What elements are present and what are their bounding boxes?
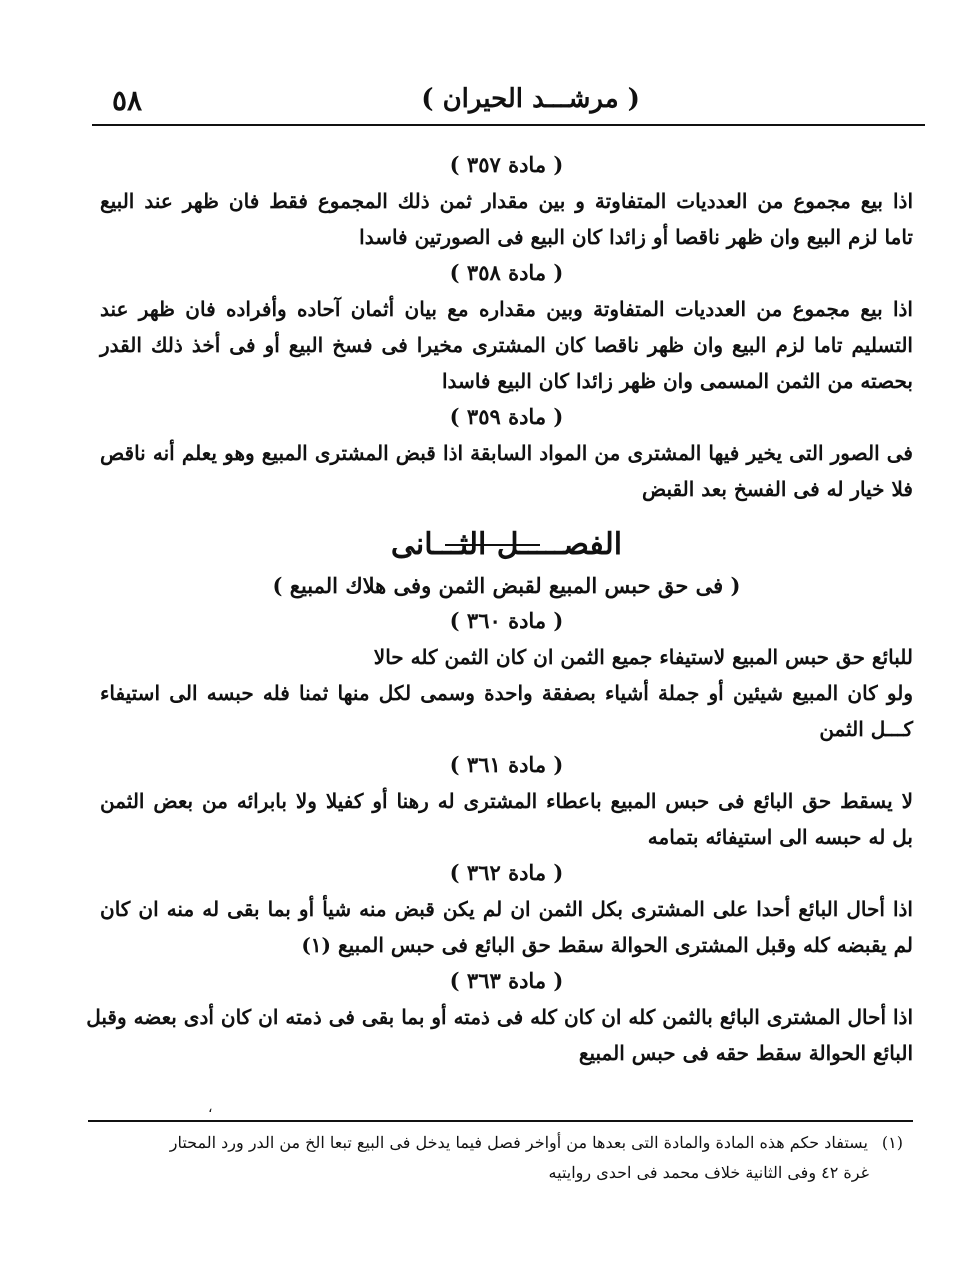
stray-mark: ،: [208, 1100, 213, 1116]
footnote-text: غرة ٤٢ وفى الثانية خلاف محمد فى احدى روايتيه: [548, 1163, 869, 1182]
chapter-title: الفصـــــل الثـــانى: [390, 527, 623, 562]
chapter-rule: [445, 544, 540, 546]
article-title: ( مادة ٣٥٩ ): [449, 404, 564, 429]
article-title: ( مادة ٣٦١ ): [449, 752, 564, 777]
text-line: ولو كان المبيع شيئين أو جملة أشياء بصفقة واحدة وسمى لكل منها ثمنا فله حبسه الى استيفاء: [100, 681, 913, 705]
page-header: [92, 78, 905, 122]
article-title: ( مادة ٣٦٢ ): [449, 860, 564, 885]
page-body: [86, 147, 914, 1071]
text-line: اذا أحال البائع أحدا على المشترى بكل الثمن ان لم يكن قبض منه شيأ أو بما بقى له منه ان كان: [100, 897, 913, 921]
text-line: اذا أحال المشترى البائع بالثمن كله ان كان كله فى ذمته أو بما بقى فى ذمته ان كان أدى بعضه وقبل: [86, 1005, 913, 1029]
article-title: ( مادة ٣٦٣ ): [449, 968, 564, 993]
text-line: تاما لزم البيع وان ظهر ناقصا أو زائدا كان البيع فى الصورتين فاسدا: [359, 225, 913, 249]
text-line: كـــل الثمن: [819, 717, 913, 741]
text-line: التسليم تاما لزم البيع وان ظهر ناقصا كان المشترى مخيرا فى فسخ البيع أو فى أخذ ذلك القدر: [100, 333, 913, 357]
article-357: [100, 149, 913, 255]
text-line: للبائع حق حبس المبيع لاستيفاء جميع الثمن ان كان الثمن كله حالا: [373, 645, 913, 669]
footnote-text: يستفاد حكم هذه المادة والمادة التى بعدها من أواخر فصل فيما يدخل فى البيع تبعا الخ من الدر ورد المحتار: [169, 1133, 868, 1152]
text-line: لم يقبضه كله وقبل المشترى الحوالة سقط حق البائع فى حبس المبيع (١): [301, 933, 913, 957]
article-360: [100, 605, 913, 747]
text-line: اذا بيع مجموع من العدديات المتفاوتة وبين مقداره مع بيان أثمان آحاده وأفراده فان ظهر عند: [100, 297, 913, 321]
header-rule: [92, 124, 925, 126]
page-number: ٥٨: [112, 84, 143, 117]
footnote-line: [100, 1158, 903, 1188]
text-line: فى الصور التى يخير فيها المشترى من المواد السابقة اذا قبض المشترى المبيع وهو يعلم أنه ناقص: [100, 441, 913, 465]
article-362: [100, 857, 913, 963]
article-361: [100, 749, 913, 855]
article-358: [100, 257, 913, 399]
footnote-line: [100, 1128, 903, 1158]
footnote: [100, 1128, 903, 1188]
article-363: [86, 965, 913, 1071]
text-line: البائع الحوالة سقط حقه فى حبس المبيع: [578, 1041, 913, 1065]
chapter-subtitle: ( فى حق حبس المبيع لقبض الثمن وفى هلاك المبيع ): [272, 573, 741, 598]
text-line: بحصته من الثمن المسمى وان ظهر زائدا كان البيع فاسدا: [442, 369, 913, 393]
text-line: اذا بيع مجموع من العدديات المتفاوتة و بين مقدار ثمن ذلك المجموع فقط فان ظهر عند البيع: [100, 189, 913, 213]
text-line: لا يسقط حق البائع فى حبس المبيع باعطاء المشترى له رهنا أو كفيلا ولا بابرائه من بعض الثمن: [100, 789, 914, 813]
article-359: [100, 401, 913, 507]
footnote-rule: [88, 1120, 913, 1122]
footnote-number: (١): [881, 1133, 903, 1152]
text-line: فلا خيار له فى الفسخ بعد القبض: [641, 477, 913, 501]
article-title: ( مادة ٣٥٨ ): [449, 260, 564, 285]
running-title: ( مرشـــد الحيران ): [421, 84, 640, 114]
article-title: ( مادة ٣٥٧ ): [449, 152, 564, 177]
article-title: ( مادة ٣٦٠ ): [449, 608, 564, 633]
text-line: بل له حبسه الى استيفائه بتمامه: [647, 825, 913, 849]
